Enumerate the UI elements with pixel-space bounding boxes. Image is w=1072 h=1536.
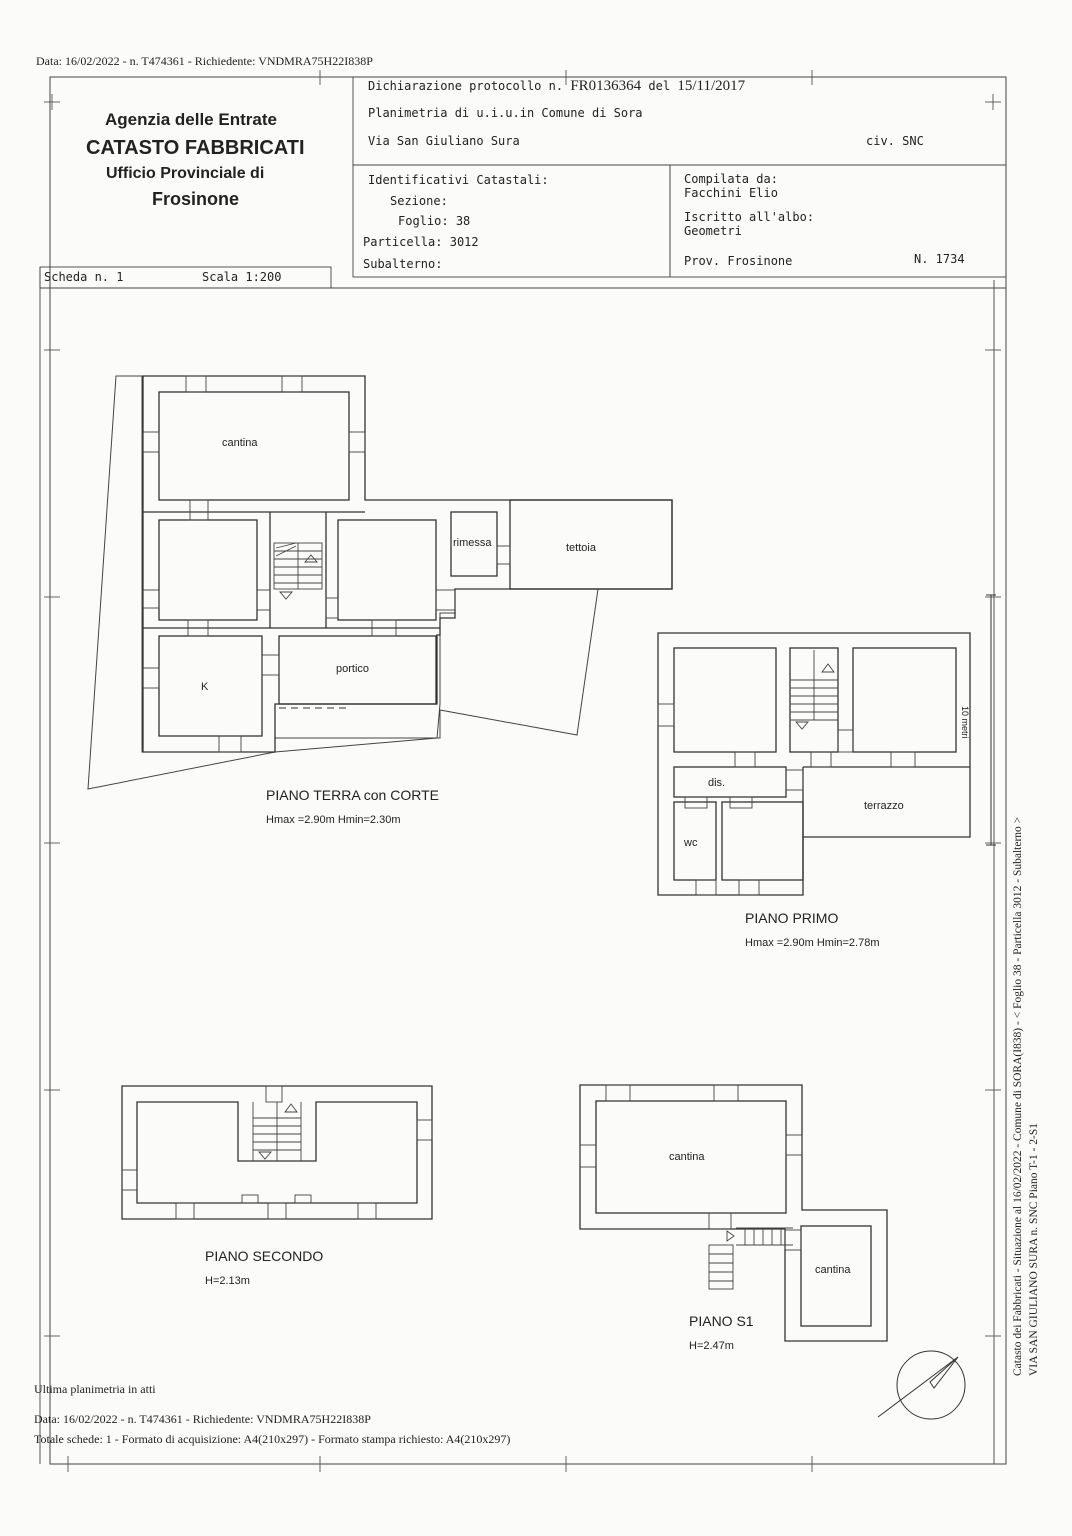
floor-title-s1: PIANO S1 [689,1313,754,1329]
side-text-situazione: Catasto dei Fabbricati - Situazione al 16/02/2022 - Comune di SORA(I838) - < Foglio 38 - Particella 3012 - Subalterno > [1012,816,1024,1376]
particella-label: Particella: [363,235,443,249]
compiled-label: Compilata da: [684,172,778,186]
floor-height-terra: Hmax =2.90m Hmin=2.30m [266,814,401,826]
subalterno-label: Subalterno: [363,257,443,271]
agency-name: Agenzia delle Entrate [105,110,277,129]
protocol-line [368,78,745,95]
sezione-label: Sezione: [390,194,448,208]
room-cantina-s1: cantina [669,1151,705,1163]
scala-label: Scala 1:200 [202,270,282,284]
floor-title-primo: PIANO PRIMO [745,910,839,926]
floor-title-secondo: PIANO SECONDO [205,1248,324,1264]
albo-label: Iscritto all'albo: [684,210,815,224]
scale-bar-label: 10 metri [960,706,970,739]
room-tettoia: tettoia [566,542,596,554]
protocol-date: 15/11/2017 [677,78,746,94]
albo-value: Geometri [684,224,742,238]
protocol-del: del [648,79,671,93]
room-kitchen: K [201,681,209,693]
catasto-title: CATASTO FABBRICATI [86,137,305,159]
foglio-value: 38 [455,214,471,228]
side-text-address: VIA SAN GIULIANO SURA n. SNC Piano T-1 - 2-S1 [1028,1122,1040,1376]
albo-number: N. 1734 [914,252,965,266]
scheda-label: Scheda n. 1 [44,270,124,284]
foglio-row [398,214,470,228]
footer-ultima: Ultima planimetria in atti [34,1382,156,1396]
floor-height-primo: Hmax =2.90m Hmin=2.78m [745,937,880,949]
protocol-number: FR0136364 [570,78,642,94]
top-request-line: Data: 16/02/2022 - n. T474361 - Richiedente: VNDMRA75H22I838P [36,54,373,68]
provincia-label: Frosinone [152,189,240,209]
particella-value: 3012 [449,235,479,249]
room-rimessa: rimessa [453,537,492,549]
protocol-label: Dichiarazione protocollo n. [368,79,564,93]
floor-height-secondo: H=2.13m [205,1275,250,1287]
address-line: Via San Giuliano Sura [368,134,520,148]
floor-height-s1: H=2.47m [689,1340,734,1352]
ufficio-label: Ufficio Provinciale di [106,165,265,182]
room-disimpegno: dis. [708,777,726,789]
room-cantina-terra: cantina [222,437,258,449]
room-terrazzo: terrazzo [864,800,904,812]
ids-title: Identificativi Catastali: [368,173,549,187]
footer-data: Data: 16/02/2022 - n. T474361 - Richiedente: VNDMRA75H22I838P [34,1412,371,1426]
planimetria-line: Planimetria di u.i.u.in Comune di Sora [368,106,643,120]
foglio-label: Foglio: [398,214,449,228]
footer-totale: Totale schede: 1 - Formato di acquisizione: A4(210x297) - Formato stampa richiesto: A4(210x297) [34,1432,511,1446]
floor-title-terra: PIANO TERRA con CORTE [266,787,439,803]
room-wc: wc [684,837,698,849]
room-cantina-s1-small: cantina [815,1264,851,1276]
room-portico: portico [336,663,370,675]
compiled-prov: Prov. Frosinone [684,254,793,268]
particella-row [363,235,479,249]
civic-number: civ. SNC [866,134,924,148]
compiled-name: Facchini Elio [684,186,778,200]
